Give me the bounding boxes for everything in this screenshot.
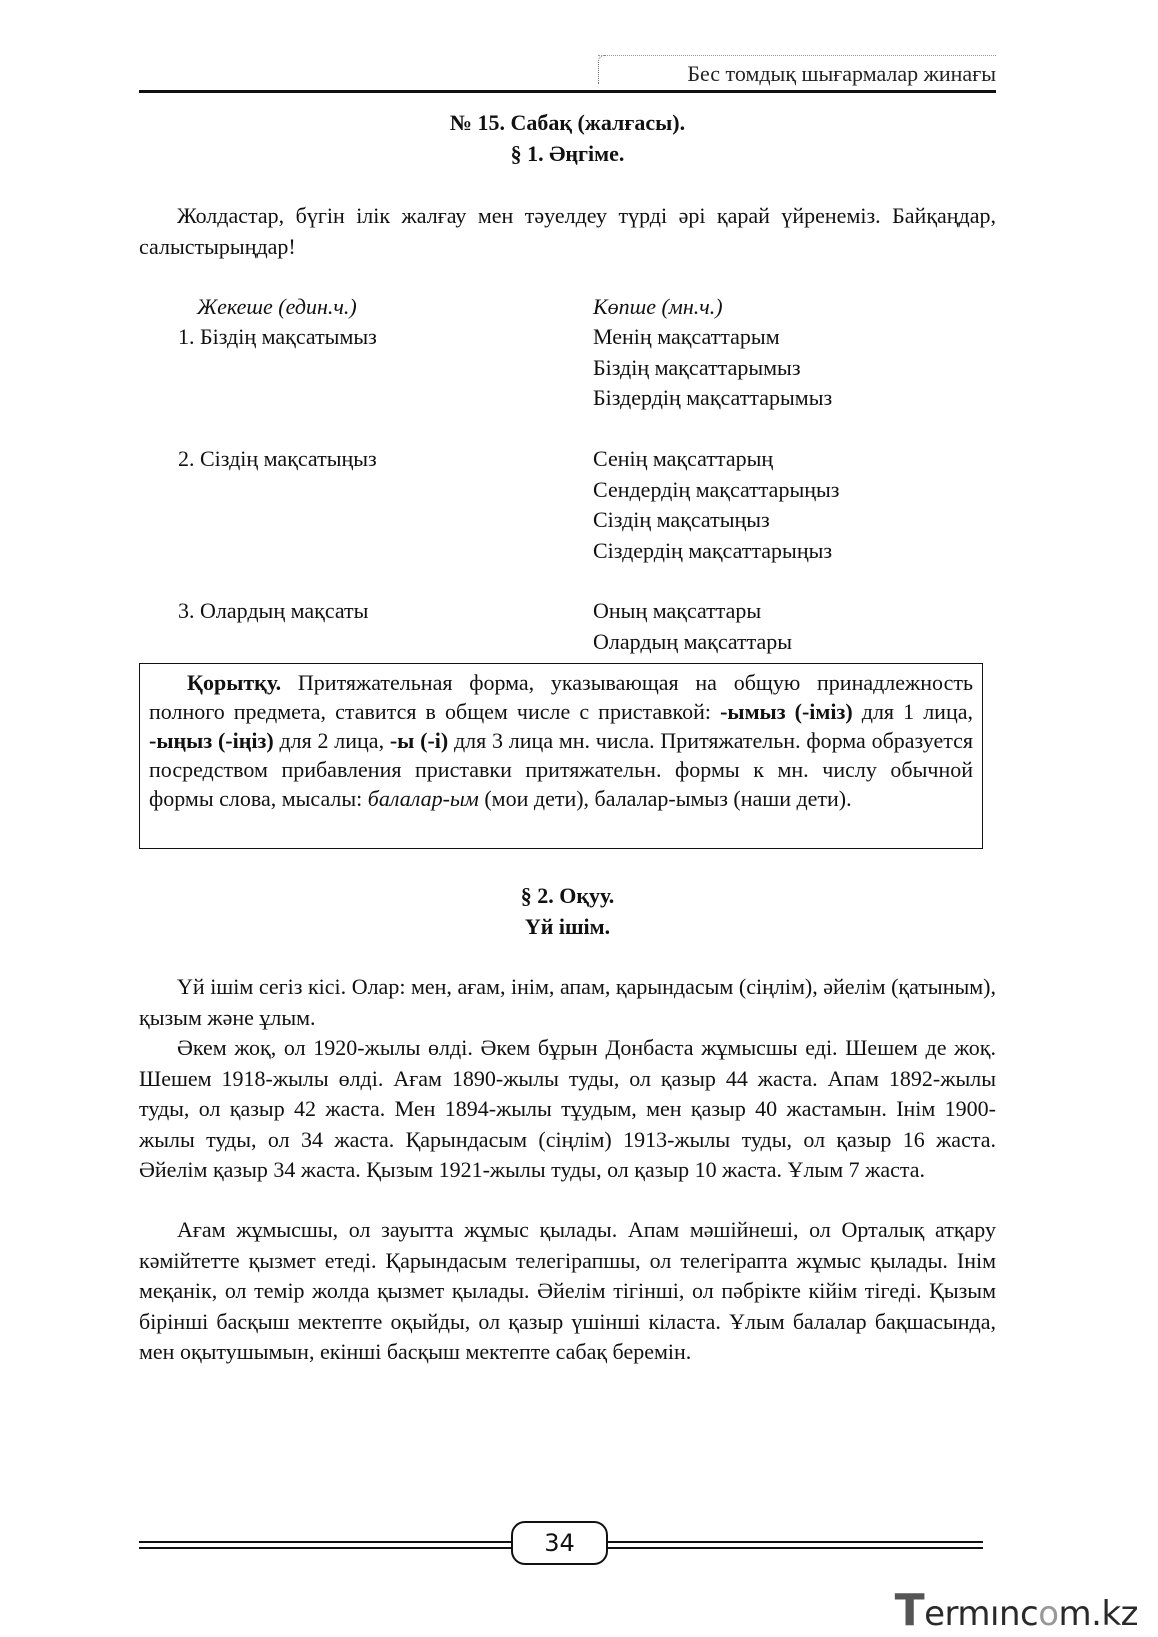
plural-group-3 [593,596,792,657]
reading-paragraph-3: Ағам жұмысшы, ол зауытта жұмыс қылады. Апам мәшійнеші, ол Орталық атқару кәмійтетте қызмет етеді. Қарындасым телегірапшы, ол телегірапта жұмыс қылады. Інім меқанік, ол темір жолда қызмет қылады. Әйелім тігінші, ол пәбрікте кійім тігеді. Қызым бірінші басқыш мектепте оқыйды, ол қазыр үшінші кіласта. Ұлым балалар бақшасында, мен оқытушымын, екінші басқыш мектепте сабақ беремін. [139,1217,996,1364]
plural-header: Көпше (мн.ч.) [593,294,723,319]
rule-text: для 2 лица, [273,728,390,753]
footer-rule [608,1541,983,1543]
plural-item: Менің мақсаттарым [593,324,780,349]
singular-item-1: 1. Біздің мақсатымыз [178,324,377,349]
plural-group-2 [593,444,839,566]
reading-title: Үй ішім. [524,914,611,939]
rule-suffix: -ымыз (-іміз) [720,699,853,724]
singular-item-3: 3. Олардың мақсаты [178,598,369,623]
section-2-title: § 2. Оқуу. [520,883,615,908]
grammar-rule-box [139,663,983,849]
footer-rule [608,1547,983,1549]
page-number: 34 [511,1521,608,1565]
plural-item: Біздердің мақсаттарымыз [593,385,833,410]
rule-text: для 3 лица мн. числа. Притяжательн. форма образуется посредством прибавления приставки притяжательн. формы к мн. числу обычной формы слова, мысалы: [149,728,973,811]
rule-suffix: -ы (-і) [389,728,449,753]
reading-paragraph-2: Әкем жоқ, ол 1920-жылы өлді. Әкем бұрын Донбаста жұмысшы еді. Шешем де жоқ. Шешем 1918-жылы өлді. Ағам 1890-жылы туды, ол қазыр 44 жаста. Апам 1892-жылы туды, ол қазыр 42 жаста. Мен 1894-жылы тұудым, мен қазыр 40 жастамын. Інім 1900-жылы туды, ол 34 жаста. Қарындасым (сіңлім) 1913-жылы туды, ол қазыр 16 жаста. Әйелім қазыр 34 жаста. Қызым 1921-жылы туды, ол қазыр 10 жаста. Ұлым 7 жаста. [139,1035,996,1182]
rule-example: балалар-ым [367,786,479,811]
plural-group-1 [593,322,832,414]
plural-item: Сіздің мақсатыңыз [593,507,770,532]
plural-item: Біздің мақсаттарымыз [593,354,801,380]
lesson-title: № 15. Сабақ (жалғасы). [449,110,686,135]
rule-text: Притяжательная форма, указывающая на общую принадлежность полного предмета, ставится в общем числе с приставкой: [149,670,973,724]
plural-item: Олардың мақсаттары [593,628,793,654]
singular-item-2: 2. Сіздің мақсатыңыз [178,446,377,471]
plural-item: Оның мақсаттары [593,598,762,623]
section-1-title: § 1. Әңгіме. [510,141,625,166]
rule-text: для 1 лица, [852,699,973,724]
rule-text: (мои дети), балалар-ымыз (наши дети). [478,786,852,811]
rule-suffix: -ыңыз (-іңіз) [149,728,274,753]
reading-paragraph-1: Үй ішім сегіз кісі. Олар: мен, ағам, інім, апам, қарындасым (сіңлім), әйелім (қатыным), қызым және ұлым. [139,974,996,1030]
running-header-title: Бес томдық шығармалар жинағы [687,61,996,86]
header-rule [139,90,996,93]
rule-label: Қорытқу. [187,670,282,695]
plural-item: Сенің мақсаттарың [593,446,774,471]
plural-item: Сендердің мақсаттарыңыз [593,476,840,502]
intro-paragraph: Жолдастар, бүгін ілік жалғау мен тәуелдеу түрді әрі қарай үйренеміз. Байқаңдар, салыстырыңдар! [139,203,996,259]
plural-item: Сіздердің мақсаттарыңыз [593,537,833,563]
singular-header: Жекеше (един.ч.) [197,294,357,319]
header-dotted-line [598,55,996,56]
header-decoration [598,55,605,84]
site-watermark-logo: Termıncom.kz [894,1585,1138,1636]
footer-rule [139,1541,511,1543]
footer-rule [139,1547,511,1549]
